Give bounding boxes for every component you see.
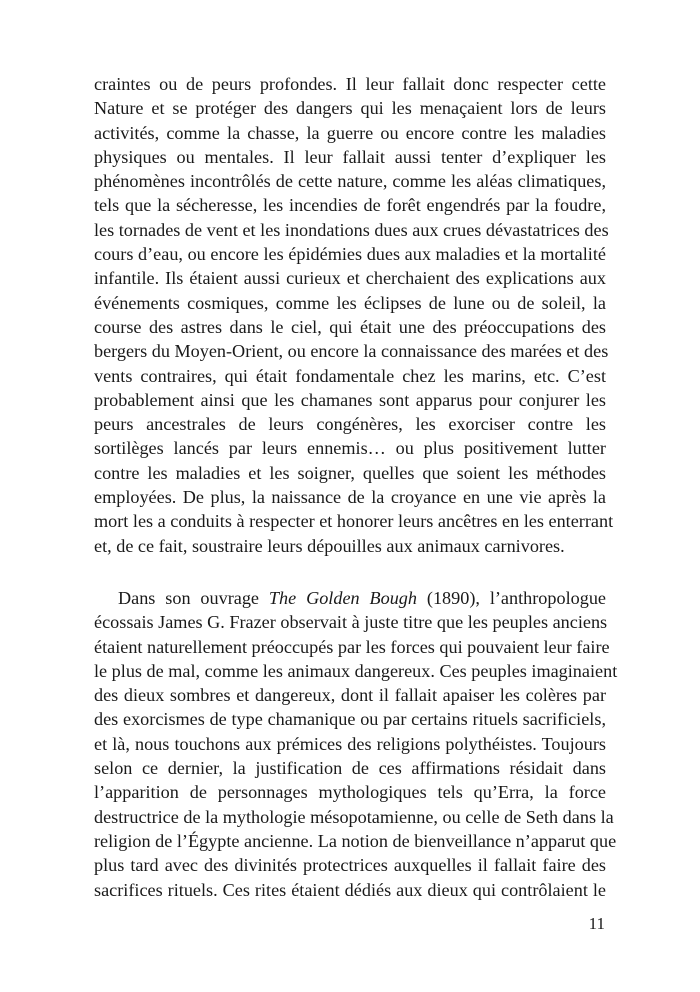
text-line: et, de ce fait, soustraire leurs dépouilles aux animaux carnivores.: [94, 535, 565, 556]
text-line: Nature et se protéger des dangers qui les menaçaient lors de leurs: [94, 98, 606, 119]
text-line: des dieux sombres et dangereux, dont il fallait apaiser les colères par: [94, 685, 606, 706]
text-line: peurs ancestrales de leurs congénères, les exorciser contre les: [94, 414, 606, 435]
paragraph-2: [94, 586, 618, 902]
text-line: le plus de mal, comme les animaux dangereux. Ces peuples imaginaient: [94, 660, 618, 681]
text-line: course des astres dans le ciel, qui était une des préoccupations des: [94, 316, 606, 337]
text-line: destructrice de la mythologie mésopotamienne, ou celle de Seth dans la: [94, 806, 614, 827]
text-line: étaient naturellement préoccupés par les forces qui pouvaient leur faire: [94, 636, 610, 657]
text-run: Dans son ouvrage: [118, 587, 269, 608]
text-line: contre les maladies et les soigner, quelles que soient les méthodes: [94, 462, 606, 483]
text-line: infantile. Ils étaient aussi curieux et cherchaient des explications aux: [94, 268, 606, 289]
text-line: phénomènes incontrôlés de cette nature, comme les aléas climatiques,: [94, 171, 606, 192]
text-line: tels que la sécheresse, les incendies de forêt engendrés par la foudre,: [94, 195, 606, 216]
text-run: (1890), l’anthropologue: [417, 587, 606, 608]
text-line: selon ce dernier, la justification de ces affirmations résidait dans: [94, 758, 606, 779]
text-line: événements cosmiques, comme les éclipses de lune ou de soleil, la: [94, 292, 606, 313]
text-line: physiques ou mentales. Il leur fallait aussi tenter d’expliquer les: [94, 146, 606, 167]
text-line: écossais James G. Frazer observait à juste titre que les peuples anciens: [94, 612, 608, 633]
text-line-first: [94, 586, 606, 610]
text-line: des exorcismes de type chamanique ou par certains rituels sacrificiels,: [94, 709, 606, 730]
page-number: 11: [588, 914, 605, 933]
text-line: sacrifices rituels. Ces rites étaient dédiés aux dieux qui contrôlaient le: [94, 879, 606, 900]
page-body: [94, 72, 618, 902]
book-title: The Golden Bough: [268, 587, 417, 608]
text-line: probablement ainsi que les chamanes sont apparus pour conjurer les: [94, 389, 606, 410]
text-line: craintes ou de peurs profondes. Il leur fallait donc respecter cette: [94, 74, 606, 94]
text-line: plus tard avec des divinités protectrices auxquelles il fallait faire des: [94, 855, 606, 876]
text-line: employées. De plus, la naissance de la croyance en une vie après la: [94, 487, 606, 508]
text-line: mort les a conduits à respecter et honorer leurs ancêtres en les enterrant: [94, 511, 614, 532]
text-line: cours d’eau, ou encore les épidémies dues aux maladies et la mortalité: [94, 244, 606, 265]
text-line: et là, nous touchons aux prémices des religions polythéistes. Toujours: [94, 733, 606, 754]
text-line: les tornades de vent et les inondations dues aux crues dévastatrices des: [94, 219, 609, 240]
paragraph-1: [94, 72, 614, 558]
text-line: bergers du Moyen-Orient, ou encore la connaissance des marées et des: [94, 341, 609, 362]
text-line: sortilèges lancés par leurs ennemis… ou plus positivement lutter: [94, 438, 606, 459]
text-line: vents contraires, qui était fondamentale chez les marins, etc. C’est: [94, 365, 606, 386]
text-line: l’apparition de personnages mythologiques tels qu’Erra, la force: [94, 782, 606, 803]
text-line: activités, comme la chasse, la guerre ou encore contre les maladies: [94, 122, 606, 143]
text-line: religion de l’Égypte ancienne. La notion de bienveillance n’apparut que: [94, 830, 617, 851]
